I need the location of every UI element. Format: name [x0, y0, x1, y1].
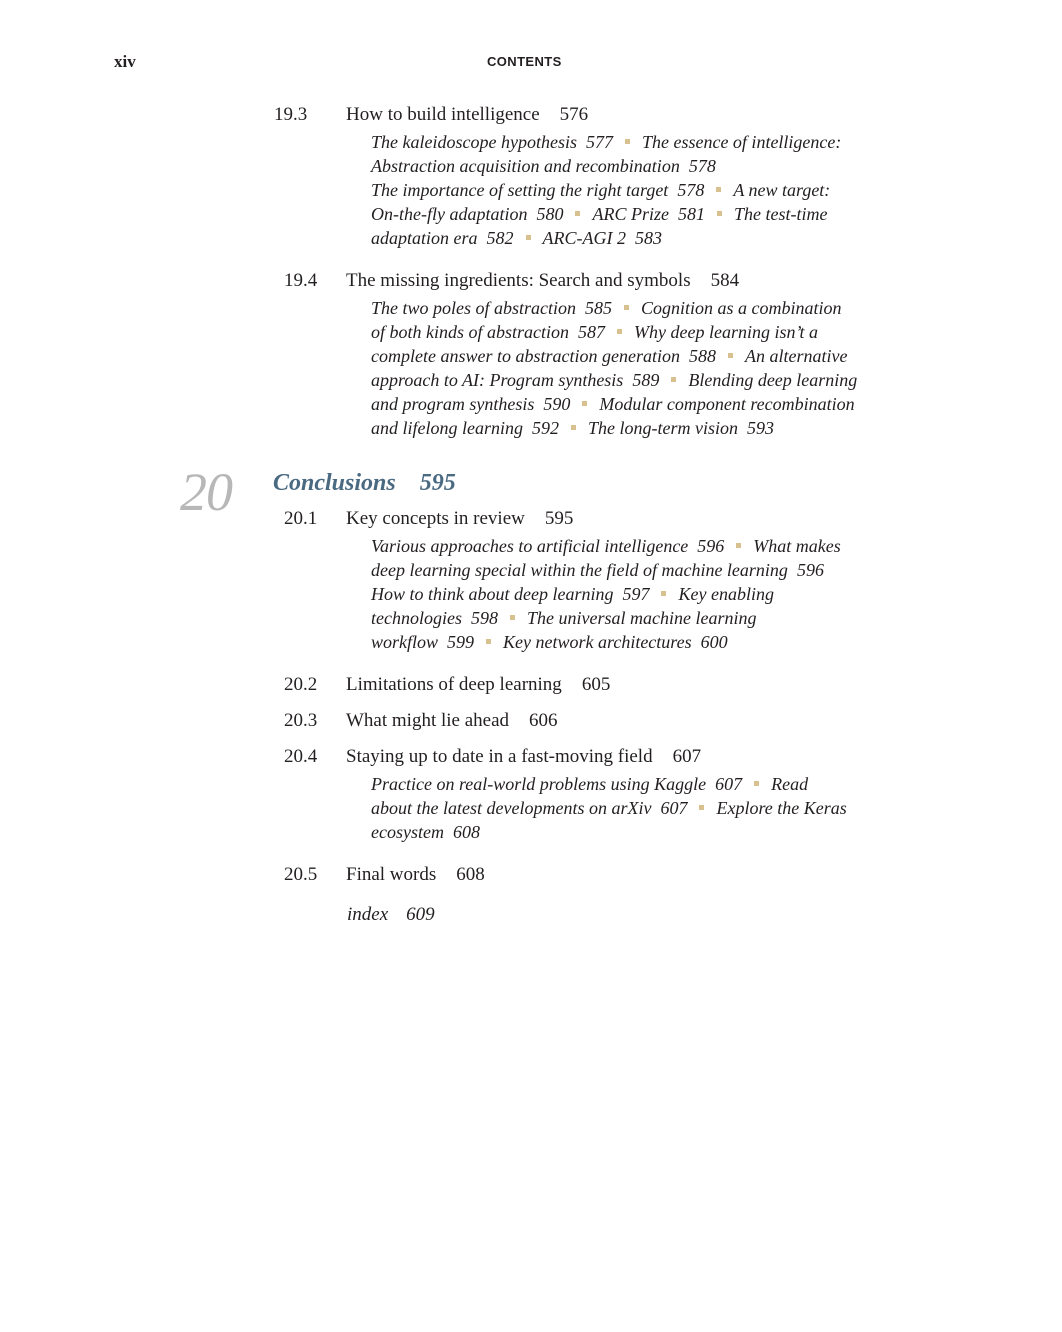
topic-line [371, 774, 808, 795]
section-title-text: The missing ingredients: Search and symbols [346, 270, 691, 291]
topic-line [371, 204, 827, 225]
topic-text[interactable]: Various approaches to artificial intelligence [371, 536, 689, 556]
topic-page: 578 [688, 156, 716, 176]
chapter-title[interactable] [273, 470, 456, 497]
separator-square-icon [617, 329, 622, 334]
topic-line [371, 560, 824, 581]
index-page: 609 [406, 904, 435, 925]
topic-page: 607 [660, 798, 688, 818]
topic-line [371, 608, 756, 629]
section-title-text: Staying up to date in a fast-moving field [346, 746, 653, 767]
separator-square-icon [716, 187, 721, 192]
topic-text[interactable]: Abstraction acquisition and recombination [371, 156, 680, 176]
page-number: xiv [114, 52, 136, 71]
separator-square-icon [575, 211, 580, 216]
separator-square-icon [661, 591, 666, 596]
topic-text[interactable]: How to think about deep learning [371, 584, 614, 604]
topic-text[interactable]: and program synthesis [371, 394, 535, 414]
separator-square-icon [624, 305, 629, 310]
topic-line [371, 180, 830, 201]
topic-text[interactable]: What makes [753, 536, 841, 556]
topic-text[interactable]: The test-time [733, 204, 828, 224]
topic-page: 598 [470, 608, 498, 628]
section-title[interactable] [346, 864, 485, 886]
section-page: 606 [529, 710, 558, 731]
topic-line [371, 346, 847, 367]
topic-line [371, 584, 774, 605]
topic-line [371, 798, 847, 819]
topic-text[interactable]: The universal machine learning [526, 608, 757, 628]
section-number: 20.4 [284, 746, 318, 767]
topic-text[interactable]: Read [771, 774, 809, 794]
section-number: 20.3 [284, 710, 318, 731]
running-head: CONTENTS [487, 54, 562, 69]
separator-square-icon [699, 805, 704, 810]
topic-text[interactable]: technologies [371, 608, 462, 628]
section-title-text: Key concepts in review [346, 508, 525, 529]
topic-line [371, 536, 841, 557]
topic-line [371, 156, 716, 177]
section-title-text: Limitations of deep learning [346, 674, 562, 695]
section-title[interactable] [346, 508, 573, 530]
section-title-text: Final words [346, 864, 437, 885]
topic-text[interactable]: Key enabling [678, 584, 774, 604]
topic-text[interactable]: Modular component recombination [599, 394, 855, 414]
section-title-text: How to build intelligence [346, 104, 540, 125]
section-number: 20.2 [284, 674, 318, 695]
topic-text[interactable]: and lifelong learning [371, 418, 523, 438]
section-page: 584 [710, 270, 740, 291]
index-entry[interactable] [347, 904, 435, 926]
topic-page: 585 [585, 298, 613, 318]
topic-text[interactable]: The importance of setting the right target [371, 180, 669, 200]
topic-page: 588 [688, 346, 716, 366]
topic-page: 583 [634, 228, 662, 248]
topic-text[interactable]: An alternative [744, 346, 848, 366]
section-number: 19.3 [274, 104, 308, 125]
topic-text[interactable]: The kaleidoscope hypothesis [371, 132, 577, 152]
topic-text[interactable]: The essence of intelligence: [641, 132, 842, 152]
topic-page: 590 [543, 394, 571, 414]
section-title[interactable] [346, 270, 739, 292]
topic-text[interactable]: ecosystem [371, 822, 444, 842]
topic-page: 596 [697, 536, 725, 556]
topic-page: 577 [585, 132, 613, 152]
section-title[interactable] [346, 746, 701, 768]
index-title: index [347, 904, 389, 925]
topic-text[interactable]: of both kinds of abstraction [371, 322, 569, 342]
separator-square-icon [728, 353, 733, 358]
section-title[interactable] [346, 710, 558, 732]
topic-line [371, 394, 855, 415]
topic-page: 593 [747, 418, 774, 438]
topic-line [371, 228, 662, 249]
section-page: 595 [544, 508, 574, 529]
section-title-text: What might lie ahead [346, 710, 510, 731]
topic-text[interactable]: On-the-fly adaptation [371, 204, 528, 224]
topic-page: 607 [715, 774, 743, 794]
topic-text[interactable]: workflow [371, 632, 439, 652]
topic-line [371, 822, 480, 843]
topic-page: 600 [700, 632, 728, 652]
separator-square-icon [754, 781, 759, 786]
topic-line [371, 632, 728, 653]
section-page: 605 [581, 674, 611, 695]
topic-text[interactable]: The long-term vision [588, 418, 738, 438]
separator-square-icon [510, 615, 515, 620]
section-number: 19.4 [284, 270, 318, 291]
topic-page: 580 [536, 204, 564, 224]
topic-page: 608 [452, 822, 480, 842]
topic-page: 597 [622, 584, 650, 604]
topic-page: 589 [632, 370, 660, 390]
topic-page: 592 [532, 418, 559, 438]
chapter-number: 20 [180, 462, 232, 522]
topic-text[interactable]: Blending deep learning [688, 370, 858, 390]
separator-square-icon [486, 639, 491, 644]
topic-page: 581 [677, 204, 705, 224]
topic-text[interactable]: complete answer to abstraction generation [371, 346, 680, 366]
topic-text[interactable]: Key network architectures [503, 632, 692, 652]
section-title[interactable] [346, 674, 610, 696]
topic-page: 582 [486, 228, 514, 248]
section-page: 607 [672, 746, 702, 767]
separator-square-icon [526, 235, 531, 240]
chapter-title-text: Conclusions [273, 470, 396, 496]
topic-line [371, 370, 857, 391]
topic-line [371, 132, 841, 153]
topic-page: 599 [447, 632, 475, 652]
topic-text[interactable]: Practice on real-world problems using Kaggle [371, 774, 707, 794]
section-number: 20.1 [284, 508, 318, 529]
separator-square-icon [625, 139, 630, 144]
topic-line [371, 418, 774, 439]
topic-line [371, 322, 818, 343]
topic-text[interactable]: A new target: [733, 180, 831, 200]
topic-page: 596 [796, 560, 824, 580]
topic-text[interactable]: Explore the Keras [716, 798, 847, 818]
chapter-page: 595 [419, 470, 456, 496]
topic-text[interactable]: about the latest developments on arXiv [371, 798, 652, 818]
section-page: 576 [559, 104, 589, 125]
separator-square-icon [717, 211, 722, 216]
section-number: 20.5 [284, 864, 318, 885]
topic-text[interactable]: approach to AI: Program synthesis [371, 370, 624, 390]
topic-page: 578 [677, 180, 705, 200]
separator-square-icon [736, 543, 741, 548]
topic-text[interactable]: ARC Prize [592, 204, 669, 224]
separator-square-icon [671, 377, 676, 382]
topic-text[interactable]: ARC-AGI 2 [542, 228, 626, 248]
topic-text[interactable]: The two poles of abstraction [371, 298, 577, 318]
topic-line [371, 298, 842, 319]
separator-square-icon [582, 401, 587, 406]
topic-page: 587 [578, 322, 605, 342]
topic-text[interactable]: adaptation era [371, 228, 478, 248]
topic-text[interactable]: Why deep learning isn’t a [634, 322, 818, 342]
section-title[interactable] [346, 104, 588, 126]
separator-square-icon [571, 425, 576, 430]
topic-text[interactable]: deep learning special within the field of machine learning [371, 560, 788, 580]
section-page: 608 [456, 864, 485, 885]
topic-text[interactable]: Cognition as a combination [641, 298, 842, 318]
